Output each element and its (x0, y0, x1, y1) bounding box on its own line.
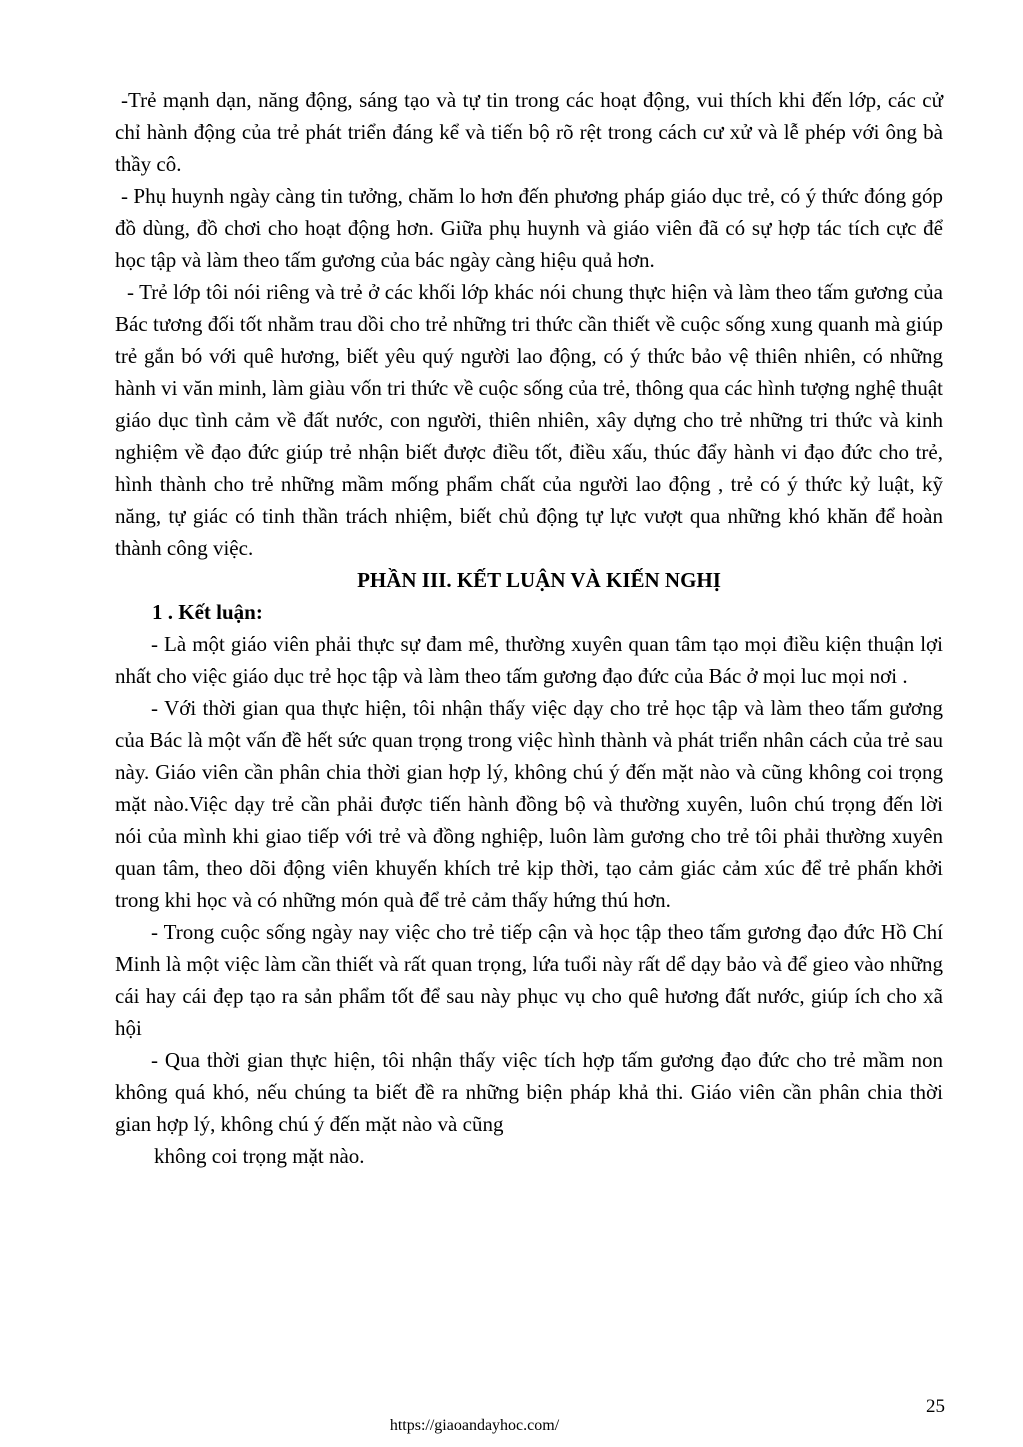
paragraph-class-results: - Trẻ lớp tôi nói riêng và trẻ ở các khối lớp khác nói chung thực hiện và làm theo tấm gương của Bác tương đối tốt nhằm trau dồi cho trẻ những tri thức cần thiết về cuộc sống xung quanh mà giúp trẻ gắn bó với quê hương, biết yêu quý người lao động, có ý thức bảo vệ thiên nhiên, có những hành vi văn minh, làm giàu vốn tri thức về cuộc sống của trẻ, thông qua các hình tượng nghệ thuật giáo dục tình cảm về đất nước, con người, thiên nhiên, xây dựng cho trẻ những tri thức và kinh nghiệm về đạo đức giúp trẻ nhận biết được điều tốt, điều xấu, thúc đẩy hành vi đạo đức cho trẻ, hình thành cho trẻ những mầm mống phẩm chất của người lao động , trẻ có ý thức kỷ luật, kỹ năng, tự giác có tinh thần trách nhiệm, biết chủ động tự lực vượt qua những khó khăn để hoàn thành công việc. (115, 280, 943, 560)
footer-url-container (0, 1416, 1023, 1436)
paragraph-conclusion-4: - Qua thời gian thực hiện, tôi nhận thấy việc tích hợp tấm gương đạo đức cho trẻ mầm non không quá khó, nếu chúng ta biết đề ra những biện pháp khả thi. Giáo viên cần phân chia thời gian hợp lý, không chú ý đến mặt nào và cũng (115, 1048, 943, 1136)
footer-url[interactable]: https://giaoandayhoc.com/ (389, 1417, 560, 1434)
page-number: 25 (926, 1396, 945, 1417)
subheading-conclusion: 1 . Kết luận: (152, 600, 263, 624)
paragraph-last-line: không coi trọng mặt nào. (154, 1144, 365, 1168)
paragraph-conclusion-3: - Trong cuộc sống ngày nay việc cho trẻ tiếp cận và học tập theo tấm gương đạo đức Hồ Chí Minh là một việc làm cần thiết và rất quan trọng, lứa tuổi này rất dể dạy bảo và để gieo vào những cái hay cái đẹp tạo ra sản phẩm tốt để sau này phục vụ cho quê hương đất nước, giúp ích cho xã hội (115, 920, 943, 1040)
page-content (115, 84, 943, 1172)
paragraph-conclusion-2: - Với thời gian qua thực hiện, tôi nhận thấy việc dạy cho trẻ học tập và làm theo tấm gương của Bác là một vấn đề hết sức quan trọng trong việc hình thành và phát triển nhân cách của trẻ sau này. Giáo viên cần phân chia thời gian hợp lý, không chú ý đến mặt nào và cũng không coi trọng mặt nào.Việc dạy trẻ cần phải được tiến hành đồng bộ và thường xuyên, luôn chú trọng đến lời nói của mình khi giao tiếp với trẻ và đồng nghiệp, luôn làm gương cho trẻ tôi phải thường xuyên quan tâm, theo dõi động viên khuyến khích trẻ kịp thời, tạo cảm giác cảm xúc để trẻ phấn khởi trong khi học và có những món quà để trẻ cảm thấy hứng thú hơn. (115, 696, 943, 912)
section-heading: PHẦN III. KẾT LUẬN VÀ KIẾN NGHỊ (357, 568, 721, 592)
paragraph-child-progress: -Trẻ mạnh dạn, năng động, sáng tạo và tự tin trong các hoạt động, vui thích khi đến lớp, các cử chỉ hành động của trẻ phát triển đáng kể và tiến bộ rõ rệt trong cách cư xử và lễ phép với ông bà thầy cô. (115, 88, 943, 176)
paragraph-parent-trust: - Phụ huynh ngày càng tin tưởng, chăm lo hơn đến phương pháp giáo dục trẻ, có ý thức đóng góp đồ dùng, đồ chơi cho hoạt động hơn. Giữa phụ huynh và giáo viên đã có sự hợp tác tích cực để học tập và làm theo tấm gương của bác ngày càng hiệu quả hơn. (115, 184, 943, 272)
paragraph-conclusion-1: - Là một giáo viên phải thực sự đam mê, thường xuyên quan tâm tạo mọi điều kiện thuận lợi nhất cho việc giáo dục trẻ học tập và làm theo tấm gương đạo đức của Bác ở mọi luc mọi nơi . (115, 632, 943, 688)
